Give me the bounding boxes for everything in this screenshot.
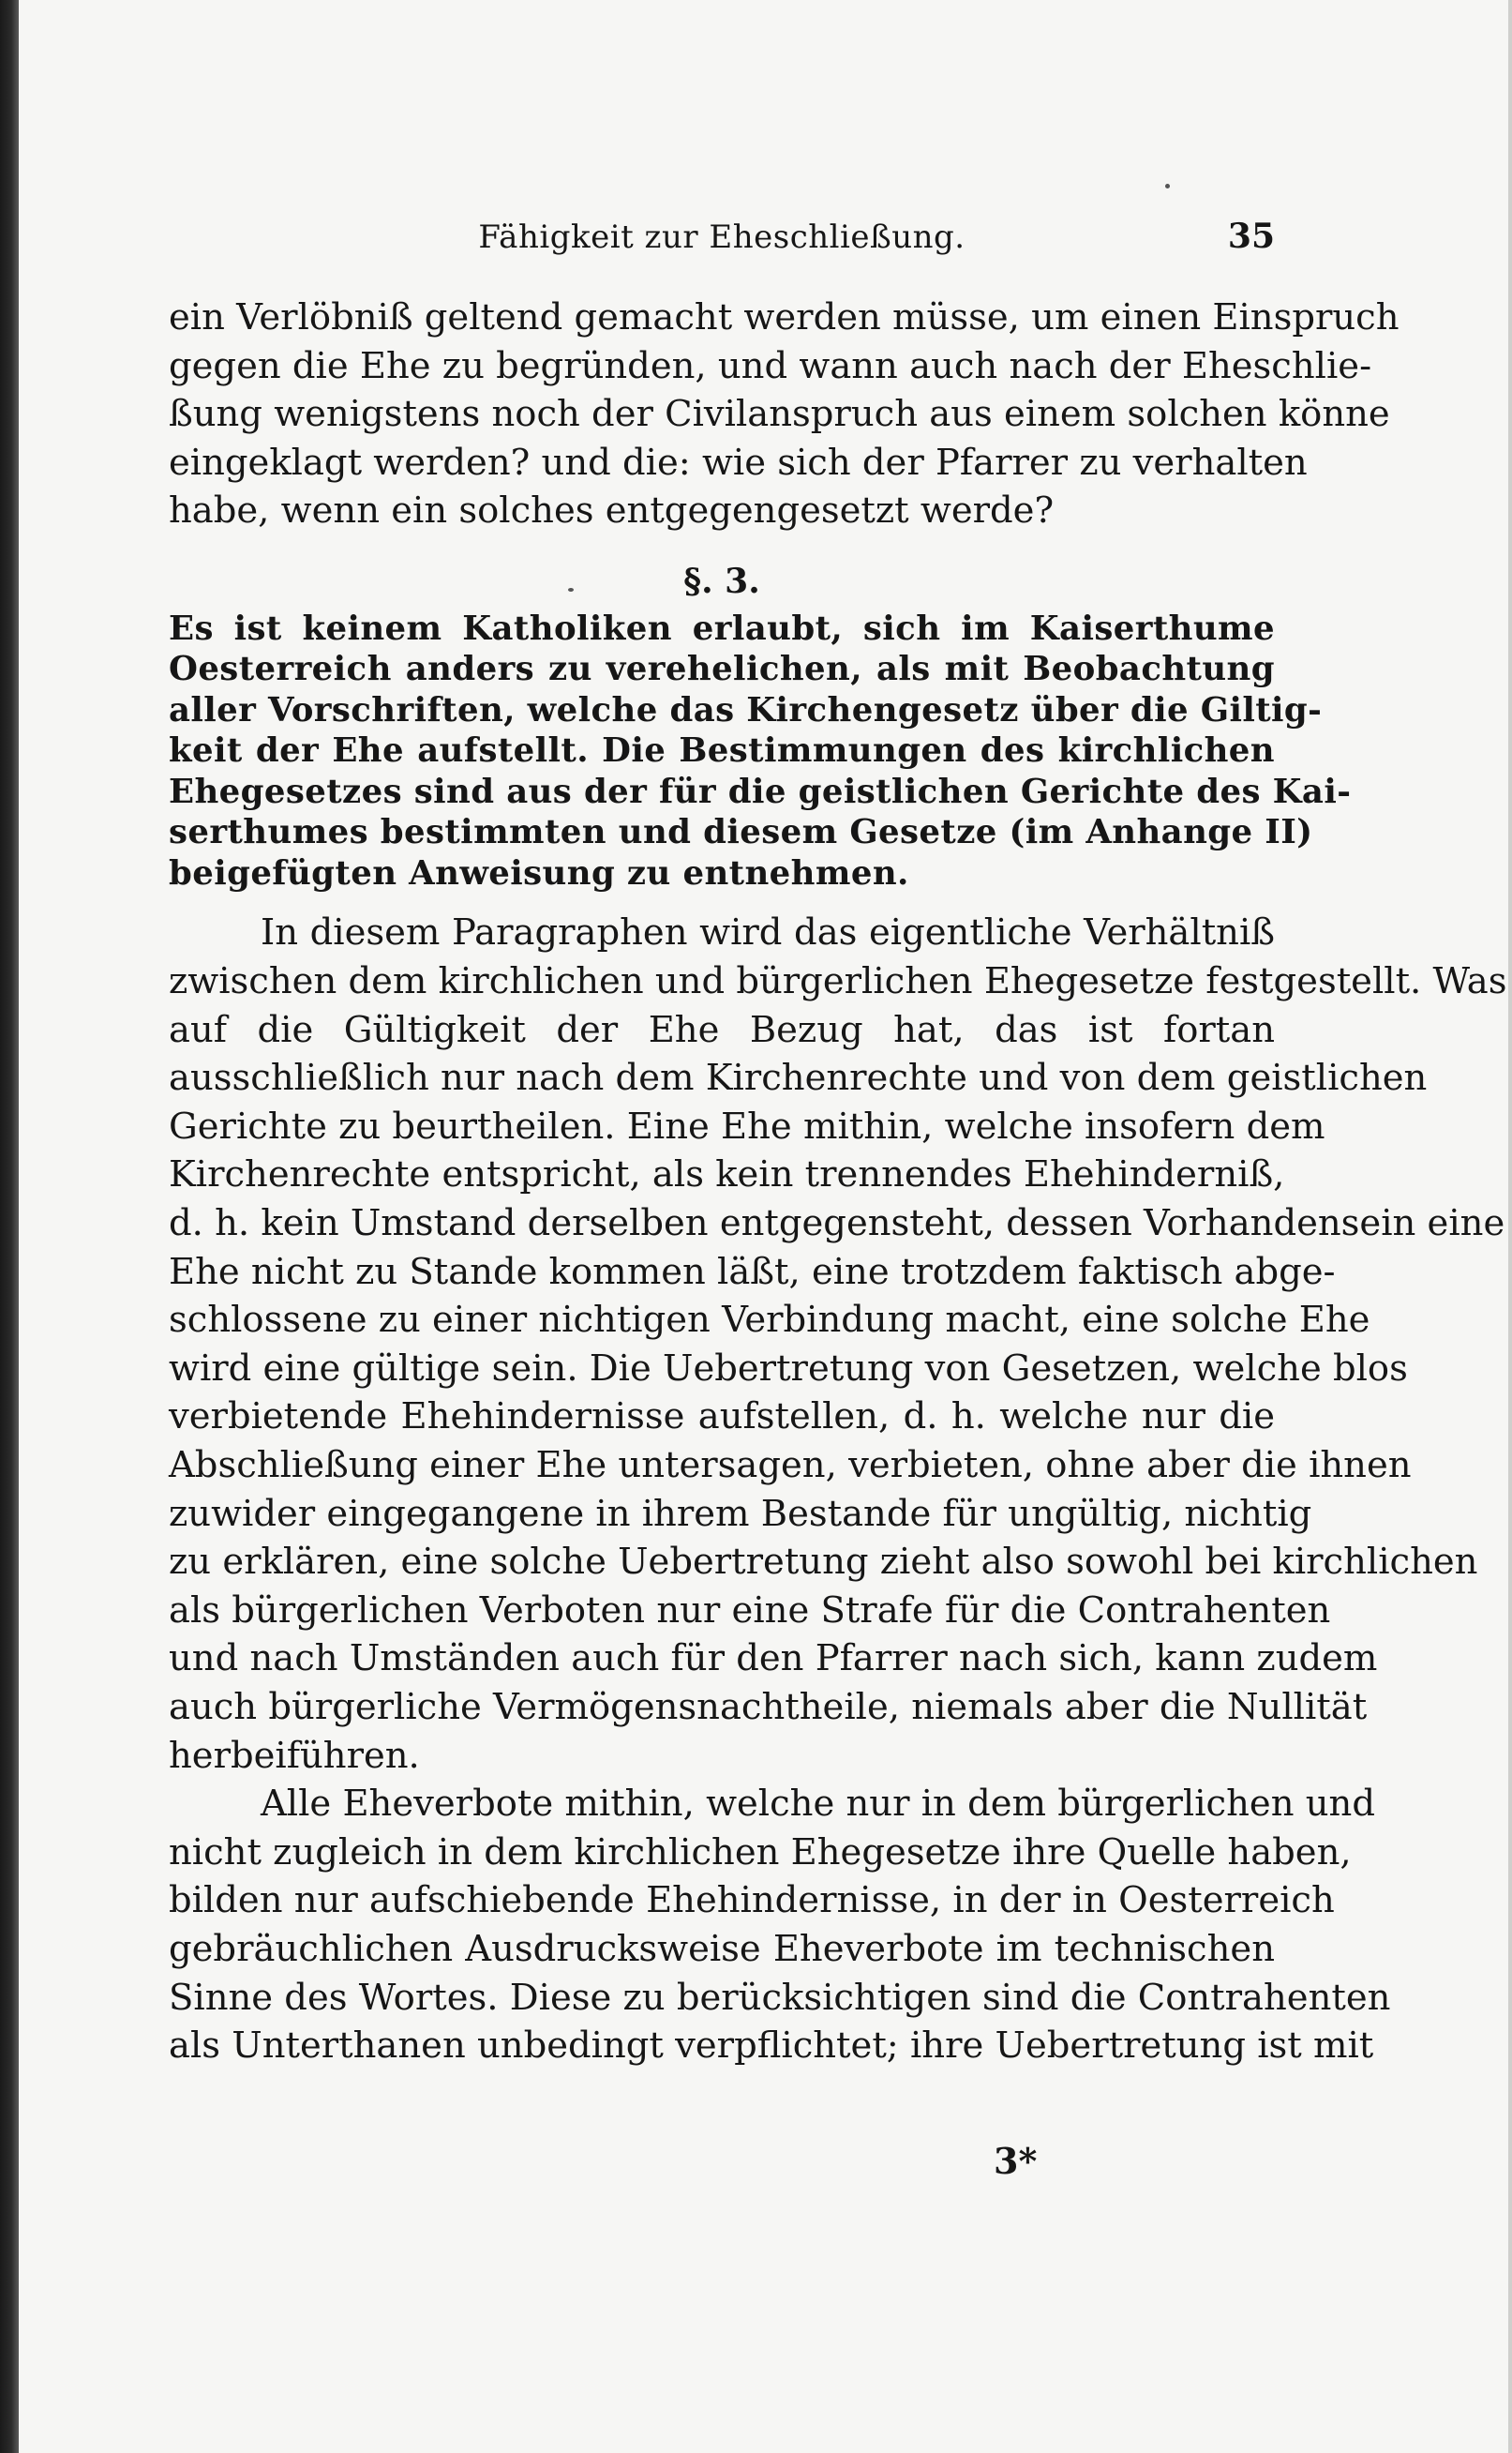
text-line: keit der Ehe aufstellt. Die Bestimmungen des kirchlichen xyxy=(169,731,1275,771)
statute-text xyxy=(169,609,1352,895)
text-line: Es ist keinem Katholiken erlaubt, sich im Kaiserthume xyxy=(169,609,1275,648)
text-line: ßung wenigstens noch der Civilanspruch aus einem solchen könne xyxy=(169,393,1390,436)
text-line: In diesem Paragraphen wird das eigentliche Verhältniß xyxy=(261,911,1275,955)
text-line: Gerichte zu beurtheilen. Eine Ehe mithin, welche insofern dem xyxy=(169,1105,1325,1148)
text-line: auch bürgerliche Vermögensnachtheile, niemals aber die Nullität xyxy=(169,1685,1368,1728)
paragraph-continuation xyxy=(169,293,1400,535)
commentary-paragraph xyxy=(169,909,1507,1780)
text-line: Ehe nicht zu Stande kommen läßt, eine trotzdem faktisch abge- xyxy=(169,1250,1336,1293)
text-line: herbeiführen. xyxy=(169,1734,420,1777)
text-line: als bürgerlichen Verboten nur eine Strafe für die Contrahenten xyxy=(169,1588,1331,1632)
scan-speck xyxy=(1165,184,1170,188)
text-line: Kirchenrechte entspricht, als kein trennendes Ehehinderniß, xyxy=(169,1153,1285,1196)
text-line: Abschließung einer Ehe untersagen, verbieten, ohne aber die ihnen xyxy=(169,1444,1412,1486)
text-line: nicht zugleich in dem kirchlichen Ehegesetze ihre Quelle haben, xyxy=(169,1830,1352,1874)
text-line: aller Vorschriften, welche das Kirchengesetz über die Giltig- xyxy=(169,690,1323,730)
text-line: Oesterreich anders zu verehelichen, als mit Beobachtung xyxy=(169,650,1275,689)
commentary-paragraph xyxy=(169,1780,1391,2070)
page-number: 35 xyxy=(1227,217,1275,256)
text-line: serthumes bestimmten und diesem Gesetze (im Anhange II) xyxy=(169,813,1313,852)
scan-border-right xyxy=(1508,0,1512,2453)
running-head xyxy=(169,211,1275,267)
text-line: zu erklären, eine solche Uebertretung zieht also sowohl bei kirchlichen xyxy=(169,1541,1478,1584)
text-line: ausschließlich nur nach dem Kirchenrechte und von dem geistlichen xyxy=(169,1057,1428,1100)
section-heading: §. 3. xyxy=(683,561,760,601)
text-line: als Unterthanen unbedingt verpflichtet; ihre Uebertretung ist mit xyxy=(169,2024,1374,2068)
text-line: zuwider eingegangene in ihrem Bestande für ungültig, nichtig xyxy=(169,1492,1312,1535)
text-line: gebräuchlichen Ausdrucksweise Eheverbote im technischen xyxy=(169,1927,1275,1970)
text-line: Ehegesetzes sind aus der für die geistlichen Gerichte des Kai- xyxy=(169,772,1352,811)
book-page xyxy=(169,211,1507,2070)
text-line: wird eine gültige sein. Die Uebertretung von Gesetzen, welche blos xyxy=(169,1347,1408,1390)
signature-mark: 3* xyxy=(994,2140,1038,2182)
text-line: bilden nur aufschiebende Ehehindernisse, in der in Oesterreich xyxy=(169,1879,1335,1922)
text-line: und nach Umständen auch für den Pfarrer nach sich, kann zudem xyxy=(169,1637,1378,1680)
text-line: gegen die Ehe zu begründen, und wann auch nach der Eheschlie- xyxy=(169,344,1372,387)
text-line: Sinne des Wortes. Diese zu berücksichtigen sind die Contrahenten xyxy=(169,1976,1391,2019)
text-line: verbietende Ehehindernisse aufstellen, d. h. welche nur die xyxy=(169,1395,1275,1438)
text-line: eingeklagt werden? und die: wie sich der Pfarrer zu verhalten xyxy=(169,441,1308,484)
text-line: d. h. kein Umstand derselben entgegensteht, dessen Vorhandensein eine xyxy=(169,1202,1505,1245)
text-line: Alle Eheverbote mithin, welche nur in dem bürgerlichen und xyxy=(261,1783,1375,1826)
running-title: Fähigkeit zur Eheschließung. xyxy=(478,218,966,256)
scan-border-left xyxy=(0,0,19,2453)
text-line: habe, wenn ein solches entgegengesetzt werde? xyxy=(169,489,1055,533)
text-line: zwischen dem kirchlichen und bürgerlichen Ehegesetze festgestellt. Was xyxy=(169,960,1507,1003)
text-line: auf die Gültigkeit der Ehe Bezug hat, das ist fortan xyxy=(169,1008,1275,1051)
text-line: schlossene zu einer nichtigen Verbindung macht, eine solche Ehe xyxy=(169,1299,1370,1342)
text-line: ein Verlöbniß geltend gemacht werden müsse, um einen Einspruch xyxy=(169,296,1400,339)
text-line: beigefügten Anweisung zu entnehmen. xyxy=(169,853,909,893)
